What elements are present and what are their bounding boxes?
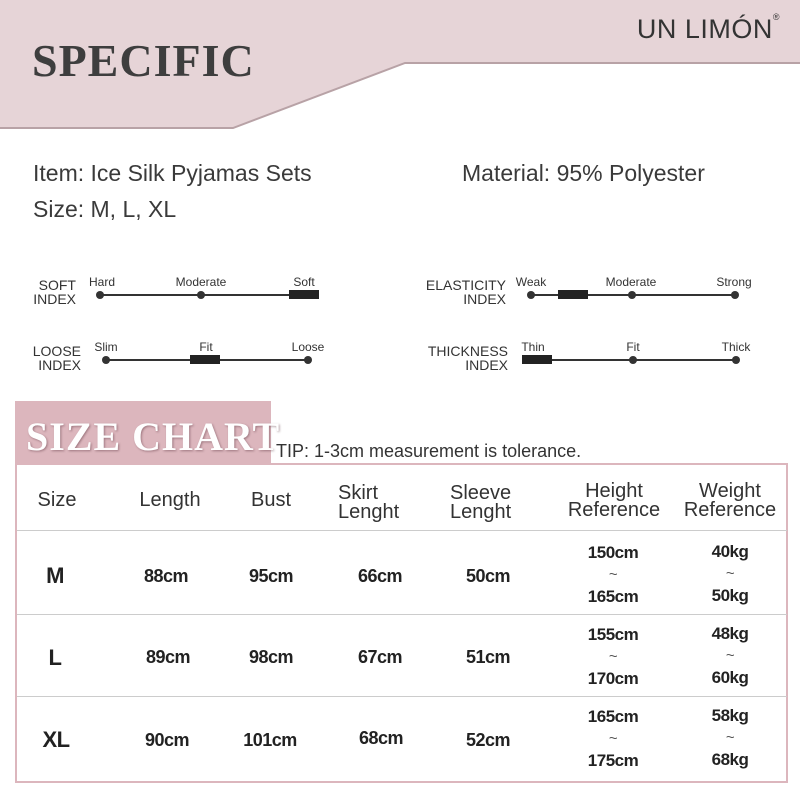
header-sleeve-length [450, 484, 530, 522]
row-xl-weight-to: 68kg [711, 750, 749, 769]
row-m-bust: 95cm [248, 566, 294, 586]
row-xl-sleeve: 52cm [465, 730, 511, 750]
row-m-sleeve: 50cm [465, 566, 511, 586]
page-title: SPECIFIC [32, 35, 255, 86]
size-info: Size: M, L, XL [33, 196, 177, 222]
row-m-height [588, 542, 638, 608]
thickness-index-title-line2: INDEX [465, 357, 508, 373]
row-divider [17, 530, 787, 531]
row-m-weight-from: 40kg [711, 542, 749, 561]
elasticity-index-title-line1: ELASTICITY [425, 277, 506, 293]
header-skirt-length [338, 484, 416, 522]
scale-label-strong: Strong [716, 275, 752, 289]
row-divider [17, 614, 787, 615]
elasticity-index-marker [558, 290, 588, 299]
row-l-weight-from: 48kg [711, 624, 749, 643]
row-m-weight-to: 50kg [711, 586, 749, 605]
range-separator: ~ [725, 647, 735, 664]
scale-label-hard: Hard [88, 275, 116, 289]
item-info: Item: Ice Silk Pyjamas Sets [33, 160, 312, 186]
row-xl-skirt: 68cm [358, 728, 404, 748]
elasticity-index-title [400, 278, 506, 306]
row-xl-length: 90cm [144, 730, 190, 750]
scale-dot [732, 356, 740, 364]
header-height-reference [556, 482, 672, 520]
thickness-index-title-line1: THICKNESS [427, 343, 508, 359]
brand-logo [637, 14, 780, 45]
thickness-index-marker [522, 355, 552, 364]
row-xl-height-to: 175cm [587, 751, 639, 770]
row-l-height [588, 624, 638, 690]
scale-label-moderate: Moderate [605, 275, 657, 289]
loose-index-marker [190, 355, 220, 364]
brand-name: UN LIMÓN [636, 14, 773, 44]
soft-index-title-line1: SOFT [38, 277, 76, 293]
scale-dot [527, 291, 535, 299]
scale-label-loose: Loose [291, 340, 325, 354]
row-divider [17, 696, 787, 697]
row-xl-height-from: 165cm [587, 707, 639, 726]
thickness-index-title [400, 344, 508, 372]
row-l-size: L [48, 645, 62, 670]
row-xl-height [588, 706, 638, 772]
row-l-bust: 98cm [248, 647, 294, 667]
scale-dot [197, 291, 205, 299]
row-l-length: 89cm [145, 647, 191, 667]
scale-label-thin: Thin [521, 340, 545, 354]
header-weight-line1: Weight [699, 480, 761, 502]
soft-index-marker [289, 290, 319, 299]
header-skirt-line2: Lenght [338, 501, 400, 523]
elasticity-index-title-line2: INDEX [463, 291, 506, 307]
header-sleeve-line1: Sleeve [450, 482, 512, 504]
scale-label-weak: Weak [515, 275, 547, 289]
scale-label-thick: Thick [721, 340, 751, 354]
loose-index-title-line1: LOOSE [32, 343, 81, 359]
size-chart-title: SIZE CHART [26, 414, 281, 459]
row-l-height-to: 170cm [587, 669, 639, 688]
header-weight-reference [672, 482, 788, 520]
row-m-skirt: 66cm [357, 566, 403, 586]
row-xl-weight [712, 705, 749, 771]
range-separator: ~ [608, 566, 618, 583]
row-l-weight [712, 623, 749, 689]
header-weight-line2: Reference [683, 499, 777, 521]
header-sleeve-line2: Lenght [450, 501, 512, 523]
scale-label-fit: Fit [626, 340, 640, 354]
row-xl-size: XL [42, 727, 70, 752]
loose-index-title-line2: INDEX [38, 357, 81, 373]
row-l-height-from: 155cm [587, 625, 639, 644]
scale-label-moderate: Moderate [175, 275, 227, 289]
row-l-sleeve: 51cm [465, 647, 511, 667]
range-separator: ~ [725, 729, 735, 746]
header-height-line1: Height [585, 480, 643, 502]
scale-line [100, 294, 318, 296]
soft-index-title [20, 278, 76, 306]
header-size: Size [37, 489, 77, 511]
range-separator: ~ [608, 648, 618, 665]
scale-dot [96, 291, 104, 299]
row-xl-bust: 101cm [243, 730, 297, 750]
scale-label-soft: Soft [293, 275, 315, 289]
row-l-skirt: 67cm [357, 647, 403, 667]
row-m-length: 88cm [143, 566, 189, 586]
material-info: Material: 95% Polyester [462, 160, 705, 186]
header-bust: Bust [250, 489, 292, 511]
scale-dot [731, 291, 739, 299]
range-separator: ~ [725, 565, 735, 582]
header-skirt-line1: Skirt [338, 482, 378, 504]
scale-dot [102, 356, 110, 364]
registered-mark: ® [772, 12, 780, 22]
header-height-line2: Reference [567, 499, 661, 521]
header-length: Length [139, 489, 201, 511]
loose-index-title [20, 344, 81, 372]
tolerance-tip: TIP: 1-3cm measurement is tolerance. [276, 441, 582, 461]
scale-dot [629, 356, 637, 364]
row-m-height-to: 165cm [587, 587, 639, 606]
row-xl-weight-from: 58kg [711, 706, 749, 725]
scale-label-slim: Slim [94, 340, 118, 354]
soft-index-title-line2: INDEX [33, 291, 76, 307]
row-m-size: M [46, 563, 64, 588]
row-l-weight-to: 60kg [711, 668, 749, 687]
scale-dot [304, 356, 312, 364]
scale-label-fit: Fit [199, 340, 213, 354]
scale-dot [628, 291, 636, 299]
row-m-height-from: 150cm [587, 543, 639, 562]
row-m-weight [712, 541, 749, 607]
range-separator: ~ [608, 730, 618, 747]
